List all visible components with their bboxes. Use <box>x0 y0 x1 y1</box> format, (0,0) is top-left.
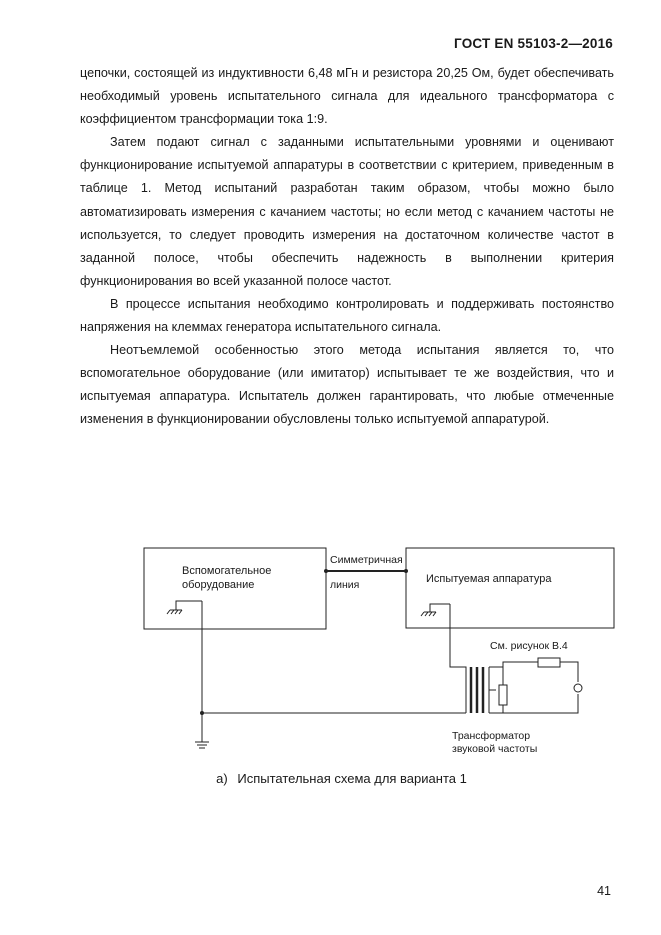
balanced-line-node-left <box>324 569 328 573</box>
aux-equipment-label-1: Вспомогательное <box>182 565 272 577</box>
secondary-network <box>489 658 582 713</box>
caption-letter: а) <box>216 771 228 786</box>
audio-transformer <box>466 667 489 713</box>
ground-junction <box>200 711 204 715</box>
eut-label: Испытуемая аппаратура <box>426 573 552 585</box>
paragraph-1: цепочки, состоящей из индуктивности 6,48 мГн и резистора 20,25 Ом, будет обеспечивать необходимый уровень испытательного сигнала для идеального трансформатора с коэффициентом трансформации тока 1:9. <box>80 66 614 127</box>
see-figure-label: См. рисунок В.4 <box>490 640 568 652</box>
paragraph-3: В процессе испытания необходимо контролировать и поддерживать постоянство напряжения на клеммах генератора испытательного сигнала. <box>80 296 614 335</box>
paragraph-2: Затем подают сигнал с заданными испытательными уровнями и оценивают функционирование испытуемой аппаратуры в соответствии с критерием, приведенным в таблице 1. Метод испытаний разработан таким образом, чтобы можно было автоматизировать измерения с качанием частоты; но если метод с качанием частоты не используется, то следует проводить измерения на достаточном количестве частот в заданной полосе, чтобы обеспечить надежность в выполнении критерия функционирования во всей указанной полосе частот. <box>80 135 614 288</box>
test-circuit-diagram <box>0 530 661 770</box>
body-text <box>80 62 614 432</box>
transformer-label-1: Трансформатор <box>452 730 531 742</box>
aux-ground-symbol <box>167 601 202 614</box>
document-header: ГОСТ EN 55103-2—2016 <box>454 36 613 51</box>
paragraph-4: Неотъемлемой особенностью этого метода испытания является то, что вспомогательное оборудование (или имитатор) испытывает те же воздействия, что и испытуемая аппаратура. Испытатель должен гарантировать, что любые отмеченные изменения в функционировании обусловлены только испытуемой аппаратурой. <box>80 343 614 427</box>
caption-text: Испытательная схема для варианта 1 <box>237 771 467 786</box>
eut-to-transformer-wire <box>450 604 466 698</box>
transformer-label-2: звуковой частоты <box>452 743 538 755</box>
eut-ground-symbol <box>421 604 450 616</box>
eut-box <box>406 548 614 628</box>
earth-symbol <box>195 742 209 748</box>
balanced-line-label-2: линия <box>330 579 360 591</box>
figure-caption <box>0 771 661 786</box>
balanced-line-label-1: Симметричная <box>330 554 403 566</box>
page-number: 41 <box>597 884 611 898</box>
aux-equipment-label-2: оборудование <box>182 579 255 591</box>
